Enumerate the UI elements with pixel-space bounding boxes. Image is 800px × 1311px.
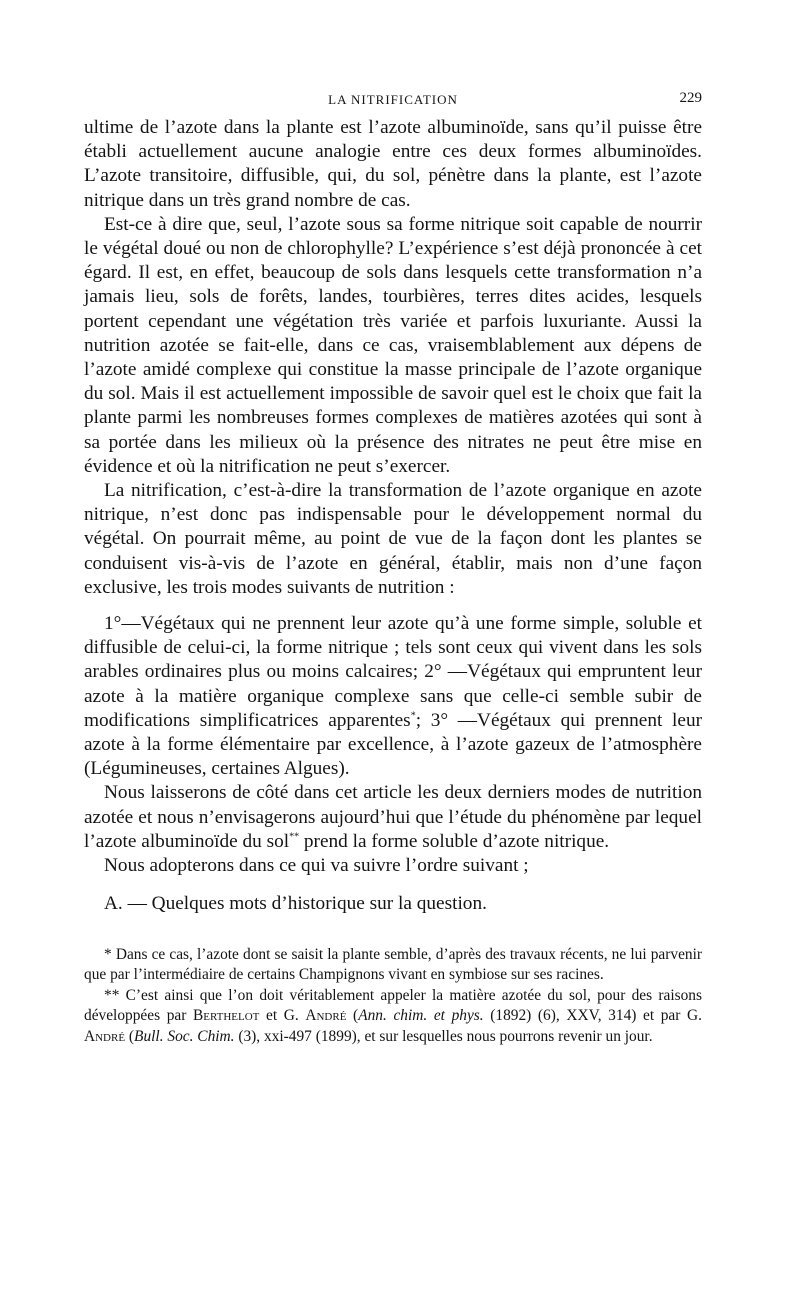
footnote-2-text-f: (3), xxi-497 (1899), et sur lesquelles nous pourrons revenir un jour. [234, 1027, 653, 1045]
nutrition-modes-text-1: 1°—Végétaux qui ne prennent leur azote qu’à une forme simple, soluble et diffusible de celui-ci, la forme nitrique ; tels sont ceux qui vivent dans les sols arables ordinaires plus ou moins calcaires; 2° —Végétaux qui empruntent leur azote à la matière organique complexe sans que celle-ci semble subir de modifications simplificatrices apparentes [84, 613, 702, 731]
nutrition-modes-text-2: ; 3° —Végétaux qui prennent leur azote à la forme élémentaire par excellence, à l’azote gazeux de l’atmosphère (Légumineuses, certaines Algues). [84, 709, 703, 780]
footnote-2-text-c: ( [346, 1007, 359, 1025]
footnote-2 [84, 986, 702, 1048]
scope-text-2: prend la forme soluble d’azote nitrique. [299, 830, 610, 852]
paragraph-nitrification: La nitrification, c’est-à-dire la transformation de l’azote organique en azote nitrique, n’est donc pas indispensable pour le développement normal du végétal. On pourrait même, au point de vue de la façon dont les plantes se conduisent vis-à-vis de l’azote en général, établir, mais non d’une façon exclusive, les trois modes suivants de nutrition : [84, 480, 702, 598]
book-page [84, 88, 702, 1047]
author-andre: André [305, 1007, 347, 1025]
footnote-ref-1[interactable]: * [410, 710, 416, 722]
paragraph-question: Est-ce à dire que, seul, l’azote sous sa forme nitrique soit capable de nourrir le végétal doué ou non de chlorophylle? L’expérience s’est déjà prononcée à cet égard. Il est, en effet, beaucoup de sols dans lesquels cette transformation n’a jamais lieu, sols de forêts, landes, tourbières, terres dites acides, lesquels portent cependant une végétation très variée et parfois luxuriante. Aussi la nutrition azotée se fait-elle, dans ce cas, vraisemblablement aux dépens de l’azote amidé complexe qui constitue la masse principale de l’azote organique du sol. Mais il est actuellement impossible de savoir quel est le choix que fait la plante parmi les nombreuses formes complexes de matières azotées qui sont à sa portée dans les milieux où la présence des nitrates ne peut être mise en évidence et où la nitrification ne peut s’exercer. [84, 213, 702, 477]
journal-bulletin: Bull. Soc. Chim. [134, 1027, 235, 1045]
footnote-2-text-d: (1892) (6), XXV, 314) et par G. [483, 1007, 702, 1025]
running-title: LA NITRIFICATION [328, 92, 458, 107]
scope-text-1: Nous laisserons de côté dans cet article les deux derniers modes de nutrition azotée et nous n’envisagerons aujourd’hui que l’étude du phénomène par lequel l’azote albuminoïde du sol [84, 782, 702, 852]
journal-annales: Ann. chim. et phys. [358, 1007, 484, 1025]
paragraph-continuation: ultime de l’azote dans la plante est l’azote albuminoïde, sans qu’il puisse être établi actuellement aucune analogie entre ces deux formes albuminoïdes. L’azote transitoire, diffusible, qui, du sol, pénètre dans la plante, est l’azote nitrique dans un très grand nombre de cas. [84, 117, 702, 211]
paragraph-order: Nous adopterons dans ce qui va suivre l’ordre suivant ; [104, 855, 529, 877]
author-andre-2: André [84, 1027, 126, 1045]
footnote-2-text-a: ** C’est ainsi que l’on doit véritablement appeler la matière azotée du sol, pour des raisons développées par [84, 986, 702, 1025]
running-header [84, 88, 702, 116]
footnote-2-text-e: ( [125, 1027, 135, 1045]
body-text [84, 116, 702, 917]
footnote-2-text-b: et G. [259, 1007, 306, 1025]
footnotes [84, 945, 702, 1048]
author-berthelot: Berthelot [192, 1007, 260, 1025]
paragraph-nutrition-modes [84, 612, 702, 781]
footnote-ref-2[interactable]: ** [289, 831, 300, 843]
footnote-1: * Dans ce cas, l’azote dont se saisit la plante semble, d’après des travaux récents, ne lui parvenir que par l’intermédiaire de certains Champignons vivant en symbiose sur ses racines. [84, 945, 702, 984]
section-heading-a: A. — Quelques mots d’historique sur la question. [104, 893, 487, 915]
page-number: 229 [679, 90, 702, 106]
paragraph-scope [84, 781, 702, 854]
